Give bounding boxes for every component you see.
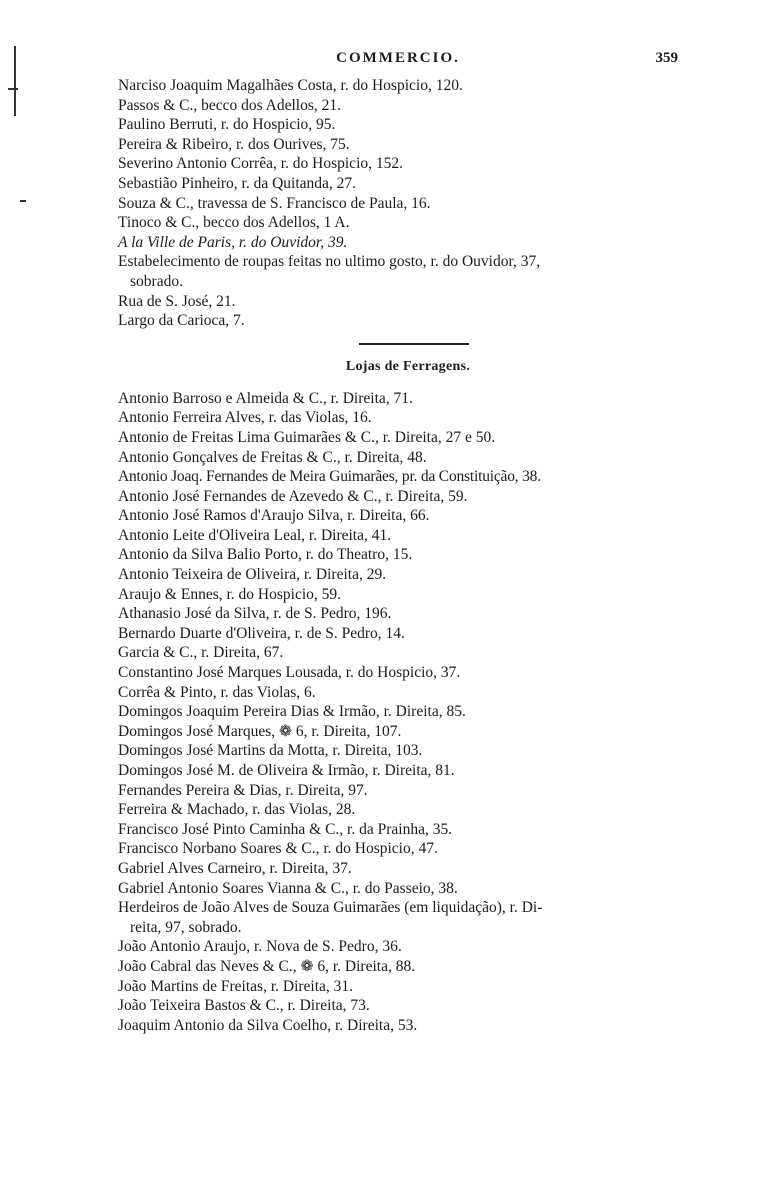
margin-binding-tick	[8, 88, 18, 90]
list-item: Francisco José Pinto Caminha & C., r. da Prainha, 35.	[118, 820, 453, 838]
list-item: João Cabral das Neves & C., ❁ 6, r. Direita, 88.	[118, 957, 416, 975]
list-item: Domingos José Martins da Motta, r. Direita, 103.	[118, 742, 423, 760]
list-item: Athanasio José da Silva, r. de S. Pedro, 196.	[118, 605, 392, 623]
list-item: Antonio Gonçalves de Freitas & C., r. Direita, 48.	[118, 448, 427, 466]
list-item: Araujo & Ennes, r. do Hospicio, 59.	[118, 585, 342, 603]
list-item-wrapped	[118, 252, 686, 291]
list-item-line: Herdeiros de João Alves de Souza Guimarães (em liquidação), r. Di-	[118, 899, 543, 917]
page-header	[118, 50, 678, 72]
list-item: Domingos José M. de Oliveira & Irmão, r. Direita, 81.	[118, 762, 455, 779]
list-item: Pereira & Ribeiro, r. dos Ourives, 75.	[118, 135, 350, 153]
list-item: Antonio Leite d'Oliveira Leal, r. Direita, 41.	[118, 526, 392, 544]
list-item: Domingos José Marques, ❁ 6, r. Direita, 107.	[118, 722, 402, 740]
list-item: Francisco Norbano Soares & C., r. do Hospicio, 47.	[118, 840, 438, 858]
list-item: Severino Antonio Corrêa, r. do Hospicio, 152.	[118, 155, 403, 173]
list-item: Sebastião Pinheiro, r. da Quitanda, 27.	[118, 174, 357, 192]
list-item: Gabriel Antonio Soares Vianna & C., r. do Passeio, 38.	[118, 879, 458, 897]
list-item: Corrêa & Pinto, r. das Violas, 6.	[118, 683, 316, 701]
list-item: Constantino José Marques Lousada, r. do Hospicio, 37.	[118, 664, 461, 682]
list-item-wrapped	[118, 898, 686, 937]
list-item: Domingos Joaquim Pereira Dias & Irmão, r. Direita, 85.	[118, 703, 466, 721]
list-item-line: Estabelecimento de roupas feitas no ultimo gosto, r. do Ouvidor, 37,	[118, 253, 541, 271]
list-item: Paulino Berruti, r. do Hospicio, 95.	[118, 116, 336, 134]
section-divider	[359, 343, 469, 345]
list-item: Ferreira & Machado, r. das Violas, 28.	[118, 801, 356, 819]
list-item: Souza & C., travessa de S. Francisco de Paula, 16.	[118, 194, 431, 212]
list-item: Antonio José Ramos d'Araujo Silva, r. Direita, 66.	[118, 507, 430, 525]
list-item: Antonio Ferreira Alves, r. das Violas, 16.	[118, 409, 372, 427]
list-item: Antonio José Fernandes de Azevedo & C., r. Direita, 59.	[118, 487, 468, 505]
list-item: Largo da Carioca, 7.	[118, 312, 245, 330]
list-item: Antonio de Freitas Lima Guimarães & C., r. Direita, 27 e 50.	[118, 428, 496, 446]
list-item: Tinoco & C., becco dos Adellos, 1 A.	[118, 214, 350, 232]
list-item: Bernardo Duarte d'Oliveira, r. de S. Pedro, 14.	[118, 624, 405, 642]
list-item: Gabriel Alves Carneiro, r. Direita, 37.	[118, 859, 352, 877]
list-item: Antonio Teixeira de Oliveira, r. Direita, 29.	[118, 566, 387, 584]
margin-binding-line	[14, 46, 16, 116]
list-item: Narciso Joaquim Magalhães Costa, r. do Hospicio, 120.	[118, 77, 463, 94]
list-item: A la Ville de Paris, r. do Ouvidor, 39.	[118, 233, 348, 251]
list-item: Antonio da Silva Balio Porto, r. do Theatro, 15.	[118, 546, 413, 564]
list-item: João Antonio Araujo, r. Nova de S. Pedro, 36.	[118, 938, 402, 956]
margin-dash-mark	[20, 200, 26, 202]
list-item: Fernandes Pereira & Dias, r. Direita, 97.	[118, 781, 368, 799]
list-item-continuation: reita, 97, sobrado.	[130, 918, 242, 936]
list-item: Passos & C., becco dos Adellos, 21.	[118, 96, 342, 114]
page-content	[118, 76, 686, 1035]
list-item: Joaquim Antonio da Silva Coelho, r. Direita, 53.	[118, 1016, 418, 1034]
section-title: Lojas de Ferragens.	[345, 358, 471, 374]
list-item: Antonio Barroso e Almeida & C., r. Direita, 71.	[118, 389, 413, 407]
list-item: Antonio Joaq. Fernandes de Meira Guimarães, pr. da Constituição, 38.	[118, 468, 541, 486]
page-number: 359	[655, 50, 678, 66]
list-item: Rua de S. José, 21.	[118, 292, 236, 310]
running-title: COMMERCIO.	[336, 50, 460, 66]
list-item: Garcia & C., r. Direita, 67.	[118, 644, 284, 662]
list-item: João Martins de Freitas, r. Direita, 31.	[118, 977, 354, 995]
list-item: João Teixeira Bastos & C., r. Direita, 73.	[118, 997, 370, 1015]
list-item-continuation: sobrado.	[130, 272, 183, 290]
